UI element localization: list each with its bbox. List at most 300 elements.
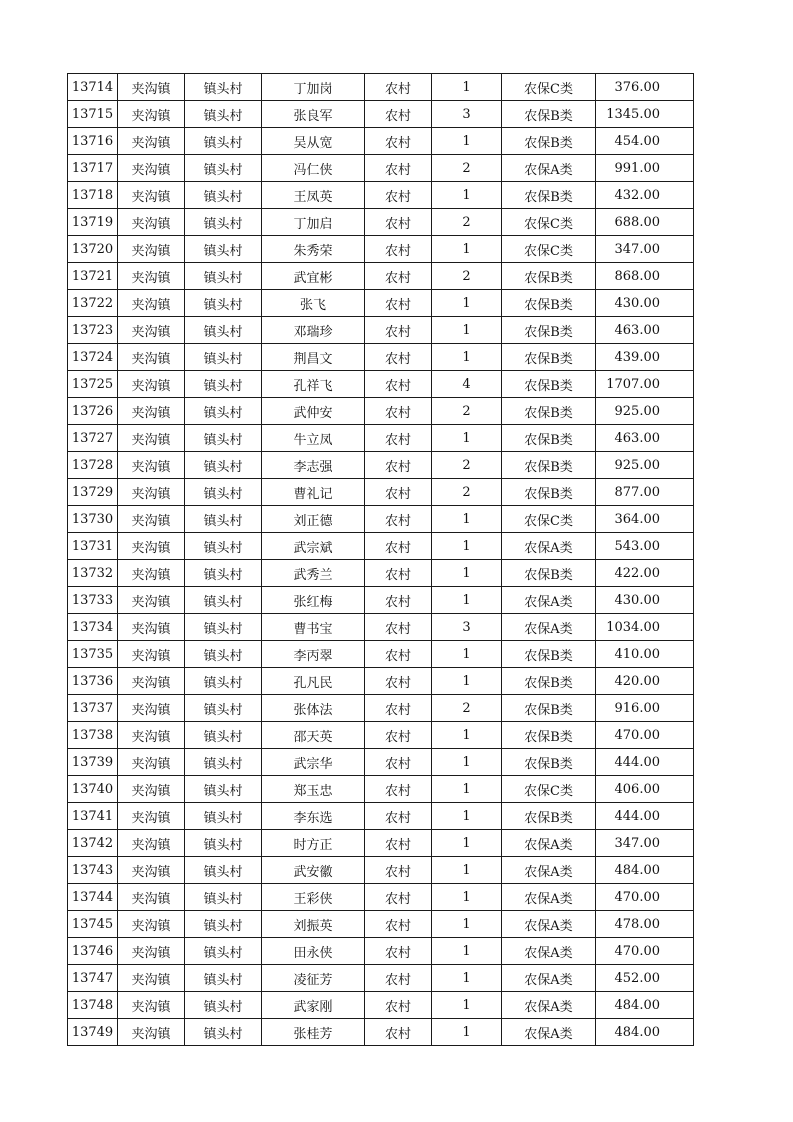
category-cell: 农保B类 (502, 560, 596, 587)
household-count-cell: 1 (432, 911, 502, 938)
table-row (68, 479, 694, 506)
amount-cell: 484.00 (596, 992, 694, 1019)
area-type-cell: 农村 (365, 398, 432, 425)
town-cell: 夹沟镇 (118, 1019, 185, 1046)
amount-cell: 991.00 (596, 155, 694, 182)
area-type-cell: 农村 (365, 479, 432, 506)
village-cell: 镇头村 (185, 128, 262, 155)
town-cell: 夹沟镇 (118, 101, 185, 128)
category-cell: 农保A类 (502, 884, 596, 911)
beneficiary-table (67, 73, 694, 1046)
name-cell: 武宗斌 (262, 533, 365, 560)
household-count-cell: 2 (432, 209, 502, 236)
area-type-cell: 农村 (365, 857, 432, 884)
category-cell: 农保A类 (502, 857, 596, 884)
household-count-cell: 1 (432, 425, 502, 452)
table-row (68, 533, 694, 560)
household-count-cell: 2 (432, 398, 502, 425)
village-cell: 镇头村 (185, 155, 262, 182)
table-row (68, 74, 694, 101)
table-row (68, 425, 694, 452)
table-row (68, 236, 694, 263)
household-count-cell: 2 (432, 263, 502, 290)
village-cell: 镇头村 (185, 776, 262, 803)
table-row (68, 182, 694, 209)
name-cell: 张桂芳 (262, 1019, 365, 1046)
town-cell: 夹沟镇 (118, 749, 185, 776)
household-count-cell: 1 (432, 236, 502, 263)
serial-cell: 13722 (68, 290, 118, 317)
amount-cell: 470.00 (596, 884, 694, 911)
town-cell: 夹沟镇 (118, 668, 185, 695)
table-row (68, 938, 694, 965)
table-row (68, 803, 694, 830)
category-cell: 农保B类 (502, 452, 596, 479)
category-cell: 农保B类 (502, 722, 596, 749)
serial-cell: 13729 (68, 479, 118, 506)
amount-cell: 868.00 (596, 263, 694, 290)
village-cell: 镇头村 (185, 317, 262, 344)
serial-cell: 13738 (68, 722, 118, 749)
amount-cell: 925.00 (596, 452, 694, 479)
household-count-cell: 1 (432, 533, 502, 560)
name-cell: 丁加启 (262, 209, 365, 236)
village-cell: 镇头村 (185, 965, 262, 992)
table-row (68, 452, 694, 479)
table-row (68, 911, 694, 938)
area-type-cell: 农村 (365, 236, 432, 263)
serial-cell: 13719 (68, 209, 118, 236)
area-type-cell: 农村 (365, 128, 432, 155)
serial-cell: 13717 (68, 155, 118, 182)
area-type-cell: 农村 (365, 452, 432, 479)
village-cell: 镇头村 (185, 506, 262, 533)
table-row (68, 722, 694, 749)
amount-cell: 1034.00 (596, 614, 694, 641)
category-cell: 农保B类 (502, 344, 596, 371)
household-count-cell: 1 (432, 290, 502, 317)
town-cell: 夹沟镇 (118, 965, 185, 992)
amount-cell: 452.00 (596, 965, 694, 992)
amount-cell: 478.00 (596, 911, 694, 938)
table-row (68, 641, 694, 668)
town-cell: 夹沟镇 (118, 128, 185, 155)
area-type-cell: 农村 (365, 506, 432, 533)
village-cell: 镇头村 (185, 263, 262, 290)
table-row (68, 776, 694, 803)
serial-cell: 13716 (68, 128, 118, 155)
town-cell: 夹沟镇 (118, 533, 185, 560)
household-count-cell: 1 (432, 722, 502, 749)
amount-cell: 484.00 (596, 857, 694, 884)
household-count-cell: 4 (432, 371, 502, 398)
area-type-cell: 农村 (365, 317, 432, 344)
name-cell: 武宗华 (262, 749, 365, 776)
town-cell: 夹沟镇 (118, 74, 185, 101)
table-row (68, 830, 694, 857)
household-count-cell: 2 (432, 695, 502, 722)
area-type-cell: 农村 (365, 695, 432, 722)
household-count-cell: 1 (432, 803, 502, 830)
household-count-cell: 1 (432, 776, 502, 803)
serial-cell: 13714 (68, 74, 118, 101)
name-cell: 荆昌文 (262, 344, 365, 371)
town-cell: 夹沟镇 (118, 911, 185, 938)
table-row (68, 344, 694, 371)
village-cell: 镇头村 (185, 209, 262, 236)
household-count-cell: 1 (432, 587, 502, 614)
village-cell: 镇头村 (185, 560, 262, 587)
amount-cell: 543.00 (596, 533, 694, 560)
household-count-cell: 3 (432, 614, 502, 641)
category-cell: 农保A类 (502, 587, 596, 614)
category-cell: 农保B类 (502, 128, 596, 155)
name-cell: 王凤英 (262, 182, 365, 209)
table-row (68, 560, 694, 587)
name-cell: 田永侠 (262, 938, 365, 965)
table-row (68, 614, 694, 641)
household-count-cell: 1 (432, 1019, 502, 1046)
household-count-cell: 2 (432, 155, 502, 182)
town-cell: 夹沟镇 (118, 857, 185, 884)
town-cell: 夹沟镇 (118, 776, 185, 803)
name-cell: 曹礼记 (262, 479, 365, 506)
name-cell: 冯仁侠 (262, 155, 365, 182)
village-cell: 镇头村 (185, 371, 262, 398)
area-type-cell: 农村 (365, 74, 432, 101)
serial-cell: 13732 (68, 560, 118, 587)
serial-cell: 13739 (68, 749, 118, 776)
amount-cell: 1707.00 (596, 371, 694, 398)
amount-cell: 420.00 (596, 668, 694, 695)
table-row (68, 668, 694, 695)
town-cell: 夹沟镇 (118, 371, 185, 398)
category-cell: 农保B类 (502, 479, 596, 506)
town-cell: 夹沟镇 (118, 236, 185, 263)
area-type-cell: 农村 (365, 344, 432, 371)
serial-cell: 13715 (68, 101, 118, 128)
name-cell: 孔凡民 (262, 668, 365, 695)
amount-cell: 1345.00 (596, 101, 694, 128)
category-cell: 农保C类 (502, 209, 596, 236)
name-cell: 曹书宝 (262, 614, 365, 641)
category-cell: 农保A类 (502, 911, 596, 938)
name-cell: 牛立凤 (262, 425, 365, 452)
serial-cell: 13747 (68, 965, 118, 992)
name-cell: 张飞 (262, 290, 365, 317)
serial-cell: 13740 (68, 776, 118, 803)
name-cell: 邵天英 (262, 722, 365, 749)
town-cell: 夹沟镇 (118, 695, 185, 722)
area-type-cell: 农村 (365, 830, 432, 857)
village-cell: 镇头村 (185, 101, 262, 128)
category-cell: 农保B类 (502, 749, 596, 776)
serial-cell: 13726 (68, 398, 118, 425)
category-cell: 农保C类 (502, 776, 596, 803)
town-cell: 夹沟镇 (118, 155, 185, 182)
area-type-cell: 农村 (365, 884, 432, 911)
name-cell: 刘正德 (262, 506, 365, 533)
town-cell: 夹沟镇 (118, 614, 185, 641)
town-cell: 夹沟镇 (118, 938, 185, 965)
table-row (68, 263, 694, 290)
area-type-cell: 农村 (365, 560, 432, 587)
name-cell: 王彩侠 (262, 884, 365, 911)
town-cell: 夹沟镇 (118, 830, 185, 857)
category-cell: 农保B类 (502, 695, 596, 722)
category-cell: 农保B类 (502, 398, 596, 425)
amount-cell: 347.00 (596, 236, 694, 263)
area-type-cell: 农村 (365, 911, 432, 938)
name-cell: 丁加岗 (262, 74, 365, 101)
amount-cell: 688.00 (596, 209, 694, 236)
name-cell: 李志强 (262, 452, 365, 479)
serial-cell: 13733 (68, 587, 118, 614)
household-count-cell: 3 (432, 101, 502, 128)
category-cell: 农保B类 (502, 371, 596, 398)
amount-cell: 444.00 (596, 803, 694, 830)
name-cell: 武安徽 (262, 857, 365, 884)
town-cell: 夹沟镇 (118, 992, 185, 1019)
area-type-cell: 农村 (365, 1019, 432, 1046)
amount-cell: 916.00 (596, 695, 694, 722)
category-cell: 农保B类 (502, 290, 596, 317)
name-cell: 张红梅 (262, 587, 365, 614)
serial-cell: 13734 (68, 614, 118, 641)
serial-cell: 13720 (68, 236, 118, 263)
table-body (68, 74, 694, 1046)
household-count-cell: 2 (432, 479, 502, 506)
table-row (68, 965, 694, 992)
area-type-cell: 农村 (365, 722, 432, 749)
area-type-cell: 农村 (365, 749, 432, 776)
household-count-cell: 1 (432, 506, 502, 533)
village-cell: 镇头村 (185, 803, 262, 830)
name-cell: 李东选 (262, 803, 365, 830)
village-cell: 镇头村 (185, 236, 262, 263)
table-row (68, 101, 694, 128)
village-cell: 镇头村 (185, 668, 262, 695)
category-cell: 农保A类 (502, 155, 596, 182)
village-cell: 镇头村 (185, 884, 262, 911)
town-cell: 夹沟镇 (118, 398, 185, 425)
area-type-cell: 农村 (365, 101, 432, 128)
area-type-cell: 农村 (365, 263, 432, 290)
amount-cell: 422.00 (596, 560, 694, 587)
village-cell: 镇头村 (185, 182, 262, 209)
serial-cell: 13723 (68, 317, 118, 344)
amount-cell: 376.00 (596, 74, 694, 101)
category-cell: 农保B类 (502, 425, 596, 452)
area-type-cell: 农村 (365, 209, 432, 236)
town-cell: 夹沟镇 (118, 560, 185, 587)
town-cell: 夹沟镇 (118, 290, 185, 317)
serial-cell: 13724 (68, 344, 118, 371)
serial-cell: 13721 (68, 263, 118, 290)
name-cell: 李丙翠 (262, 641, 365, 668)
area-type-cell: 农村 (365, 938, 432, 965)
category-cell: 农保A类 (502, 830, 596, 857)
serial-cell: 13731 (68, 533, 118, 560)
category-cell: 农保A类 (502, 533, 596, 560)
amount-cell: 439.00 (596, 344, 694, 371)
town-cell: 夹沟镇 (118, 479, 185, 506)
name-cell: 张体法 (262, 695, 365, 722)
amount-cell: 410.00 (596, 641, 694, 668)
serial-cell: 13746 (68, 938, 118, 965)
village-cell: 镇头村 (185, 938, 262, 965)
serial-cell: 13741 (68, 803, 118, 830)
village-cell: 镇头村 (185, 857, 262, 884)
serial-cell: 13737 (68, 695, 118, 722)
serial-cell: 13725 (68, 371, 118, 398)
amount-cell: 484.00 (596, 1019, 694, 1046)
area-type-cell: 农村 (365, 371, 432, 398)
household-count-cell: 1 (432, 317, 502, 344)
household-count-cell: 2 (432, 452, 502, 479)
town-cell: 夹沟镇 (118, 182, 185, 209)
village-cell: 镇头村 (185, 74, 262, 101)
village-cell: 镇头村 (185, 344, 262, 371)
village-cell: 镇头村 (185, 1019, 262, 1046)
amount-cell: 406.00 (596, 776, 694, 803)
table-row (68, 857, 694, 884)
amount-cell: 463.00 (596, 317, 694, 344)
town-cell: 夹沟镇 (118, 425, 185, 452)
name-cell: 刘振英 (262, 911, 365, 938)
name-cell: 朱秀荣 (262, 236, 365, 263)
amount-cell: 430.00 (596, 290, 694, 317)
area-type-cell: 农村 (365, 803, 432, 830)
category-cell: 农保C类 (502, 506, 596, 533)
name-cell: 邓瑞珍 (262, 317, 365, 344)
name-cell: 武宜彬 (262, 263, 365, 290)
name-cell: 孔祥飞 (262, 371, 365, 398)
table-row (68, 695, 694, 722)
amount-cell: 430.00 (596, 587, 694, 614)
area-type-cell: 农村 (365, 614, 432, 641)
town-cell: 夹沟镇 (118, 452, 185, 479)
village-cell: 镇头村 (185, 722, 262, 749)
serial-cell: 13743 (68, 857, 118, 884)
table-row (68, 1019, 694, 1046)
table-row (68, 749, 694, 776)
name-cell: 凌征芳 (262, 965, 365, 992)
table-row (68, 128, 694, 155)
serial-cell: 13727 (68, 425, 118, 452)
village-cell: 镇头村 (185, 911, 262, 938)
village-cell: 镇头村 (185, 479, 262, 506)
name-cell: 时方正 (262, 830, 365, 857)
serial-cell: 13745 (68, 911, 118, 938)
town-cell: 夹沟镇 (118, 641, 185, 668)
area-type-cell: 农村 (365, 641, 432, 668)
serial-cell: 13728 (68, 452, 118, 479)
household-count-cell: 1 (432, 560, 502, 587)
area-type-cell: 农村 (365, 965, 432, 992)
serial-cell: 13736 (68, 668, 118, 695)
name-cell: 张良军 (262, 101, 365, 128)
area-type-cell: 农村 (365, 587, 432, 614)
table-row (68, 317, 694, 344)
table-row (68, 587, 694, 614)
village-cell: 镇头村 (185, 695, 262, 722)
household-count-cell: 1 (432, 938, 502, 965)
household-count-cell: 1 (432, 641, 502, 668)
village-cell: 镇头村 (185, 425, 262, 452)
table-row (68, 155, 694, 182)
area-type-cell: 农村 (365, 668, 432, 695)
category-cell: 农保C类 (502, 74, 596, 101)
serial-cell: 13748 (68, 992, 118, 1019)
village-cell: 镇头村 (185, 533, 262, 560)
town-cell: 夹沟镇 (118, 344, 185, 371)
household-count-cell: 1 (432, 830, 502, 857)
household-count-cell: 1 (432, 128, 502, 155)
category-cell: 农保B类 (502, 668, 596, 695)
amount-cell: 454.00 (596, 128, 694, 155)
category-cell: 农保B类 (502, 101, 596, 128)
category-cell: 农保B类 (502, 803, 596, 830)
town-cell: 夹沟镇 (118, 803, 185, 830)
table-row (68, 290, 694, 317)
table-row (68, 992, 694, 1019)
name-cell: 武仲安 (262, 398, 365, 425)
village-cell: 镇头村 (185, 398, 262, 425)
village-cell: 镇头村 (185, 749, 262, 776)
village-cell: 镇头村 (185, 830, 262, 857)
category-cell: 农保B类 (502, 182, 596, 209)
category-cell: 农保A类 (502, 992, 596, 1019)
village-cell: 镇头村 (185, 614, 262, 641)
amount-cell: 470.00 (596, 938, 694, 965)
category-cell: 农保A类 (502, 965, 596, 992)
area-type-cell: 农村 (365, 290, 432, 317)
serial-cell: 13742 (68, 830, 118, 857)
serial-cell: 13735 (68, 641, 118, 668)
amount-cell: 470.00 (596, 722, 694, 749)
table-row (68, 209, 694, 236)
area-type-cell: 农村 (365, 992, 432, 1019)
town-cell: 夹沟镇 (118, 209, 185, 236)
village-cell: 镇头村 (185, 587, 262, 614)
household-count-cell: 1 (432, 749, 502, 776)
household-count-cell: 1 (432, 965, 502, 992)
town-cell: 夹沟镇 (118, 263, 185, 290)
household-count-cell: 1 (432, 182, 502, 209)
serial-cell: 13744 (68, 884, 118, 911)
serial-cell: 13718 (68, 182, 118, 209)
table-row (68, 371, 694, 398)
category-cell: 农保A类 (502, 938, 596, 965)
serial-cell: 13730 (68, 506, 118, 533)
category-cell: 农保B类 (502, 317, 596, 344)
table-row (68, 398, 694, 425)
category-cell: 农保A类 (502, 614, 596, 641)
household-count-cell: 1 (432, 668, 502, 695)
village-cell: 镇头村 (185, 641, 262, 668)
amount-cell: 432.00 (596, 182, 694, 209)
name-cell: 郑玉忠 (262, 776, 365, 803)
household-count-cell: 1 (432, 884, 502, 911)
household-count-cell: 1 (432, 857, 502, 884)
town-cell: 夹沟镇 (118, 506, 185, 533)
category-cell: 农保B类 (502, 263, 596, 290)
town-cell: 夹沟镇 (118, 722, 185, 749)
serial-cell: 13749 (68, 1019, 118, 1046)
amount-cell: 925.00 (596, 398, 694, 425)
village-cell: 镇头村 (185, 452, 262, 479)
